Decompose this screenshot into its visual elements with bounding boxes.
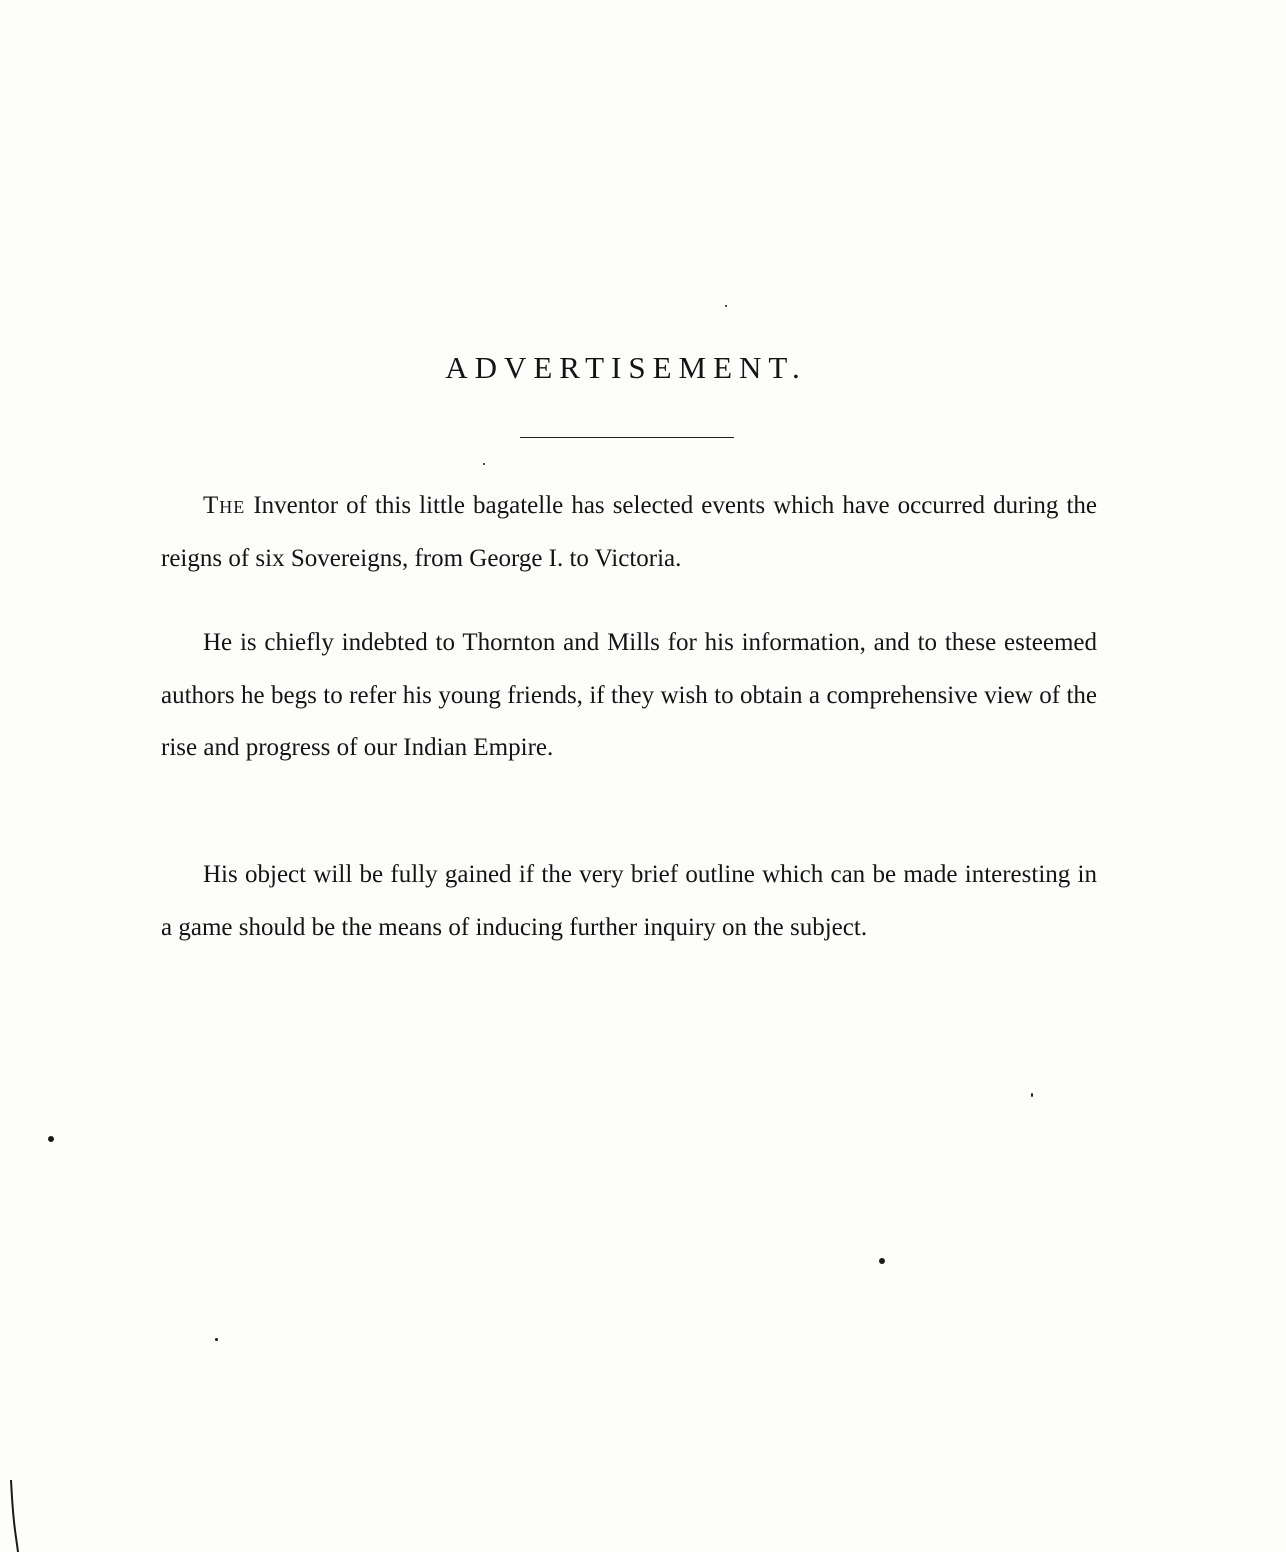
paragraph-1	[161, 480, 1097, 585]
title-divider-rule	[520, 437, 734, 438]
margin-scan-mark	[9, 1480, 21, 1552]
scan-speck	[879, 1258, 885, 1264]
scan-speck	[48, 1136, 54, 1142]
scan-speck	[215, 1338, 218, 1341]
paragraph-3: His object will be fully gained if the very brief outline which can be made interesting in a game should be the means of inducing further inquiry on the subject.	[161, 861, 1097, 941]
paragraph-1-lead-word: The	[203, 492, 246, 519]
paragraph-1-text: Inventor of this little bagatelle has selected events which have occurred during the reigns of six Sovereigns, from George I. to Victoria.	[161, 492, 1097, 572]
paragraph-2: He is chiefly indebted to Thornton and Mills for his information, and to these esteemed authors he begs to refer his young friends, if they wish to obtain a comprehensive view of the rise and progress of our Indian Empire.	[161, 629, 1097, 761]
scan-speck	[1031, 1093, 1033, 1097]
page-title: ADVERTISEMENT.	[445, 350, 807, 385]
scan-speck	[483, 463, 485, 465]
scan-speck	[725, 305, 727, 307]
